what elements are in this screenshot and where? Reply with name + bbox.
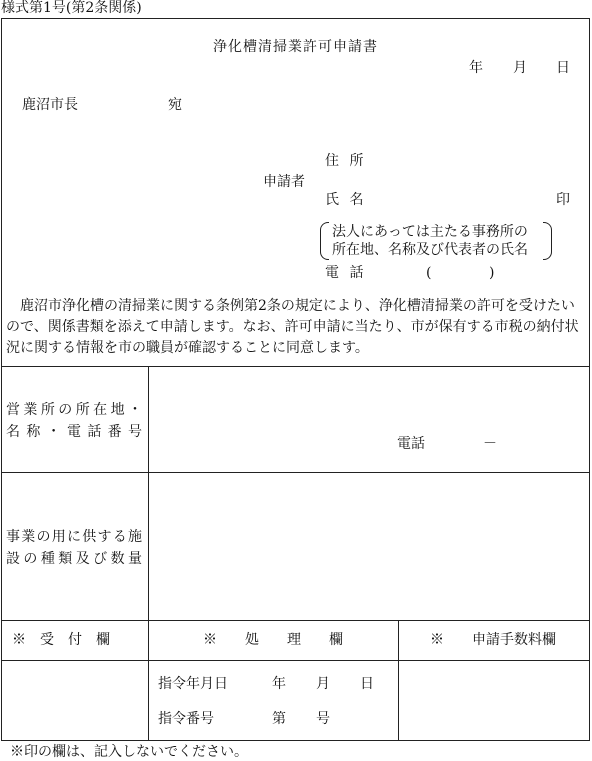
divider-facilities-top: [1, 472, 590, 473]
date-month: 月: [513, 60, 527, 76]
phone-paren-close: ): [489, 265, 495, 281]
processing-header: ※ 処 理 欄: [203, 632, 343, 648]
facilities-label: [6, 526, 142, 570]
seal-mark: 印: [556, 192, 570, 208]
applicant-label: 申請者: [263, 174, 305, 190]
office-label-line1: 営業所の所在地・: [6, 402, 142, 418]
fee-header: ※ 申請手数料欄: [430, 632, 556, 648]
office-phone-label: 電話: [397, 436, 425, 452]
phone-paren-open: (: [426, 265, 432, 281]
order-date-day: 日: [360, 676, 374, 692]
date-year: 年: [469, 60, 483, 76]
corporate-note-line1: 法人にあっては主たる事務所の: [332, 224, 528, 240]
column-divider-fee: [398, 620, 399, 741]
addressee-name: 鹿沼市長: [22, 97, 78, 113]
reception-header: ※ 受 付 欄: [12, 632, 110, 648]
order-number-prefix: 第: [272, 711, 286, 727]
form-number-label: 様式第1号(第2条関係): [1, 0, 142, 16]
order-date-year: 年: [272, 676, 286, 692]
corporate-note-line2: 所在地、名称及び代表者の氏名: [332, 242, 528, 258]
form-title: 浄化槽清掃業許可申請書: [213, 39, 378, 55]
name-label: 氏 名: [325, 192, 364, 208]
corporate-note: [320, 222, 552, 260]
order-date-month: 月: [316, 676, 330, 692]
divider-office-use-header: [1, 660, 590, 661]
divider-office-top: [1, 366, 590, 367]
column-divider-label: [148, 366, 149, 741]
applicant-phone-label: 電 話: [325, 265, 364, 281]
date-day: 日: [556, 60, 570, 76]
order-number-suffix: 号: [316, 711, 330, 727]
office-phone-dash: －: [483, 436, 497, 452]
office-label: [6, 399, 142, 443]
application-statement: 鹿沼市浄化槽の清掃業に関する条例第2条の規定により、浄化槽清掃業の許可を受けたいので、関係書類を添えて申請します。なお、許可申請に当たり、市が保有する市税の納付状況に関する情報を市の職員が確認することに同意します。: [6, 298, 579, 356]
footnote: ※印の欄は、記入しないでください。: [10, 744, 248, 760]
facilities-label-line2: 設の種類及び数量: [6, 551, 142, 567]
divider-office-use-top: [1, 620, 590, 621]
addressee-suffix: 宛: [168, 97, 182, 113]
facilities-label-line1: 事業の用に供する施: [6, 529, 142, 545]
order-number-label: 指令番号: [158, 711, 214, 727]
right-bracket: [543, 222, 552, 260]
order-date-label: 指令年月日: [158, 676, 228, 692]
office-label-line2: 名称・電話番号: [6, 424, 142, 440]
address-label: 住 所: [325, 153, 364, 169]
left-bracket: [320, 222, 329, 260]
